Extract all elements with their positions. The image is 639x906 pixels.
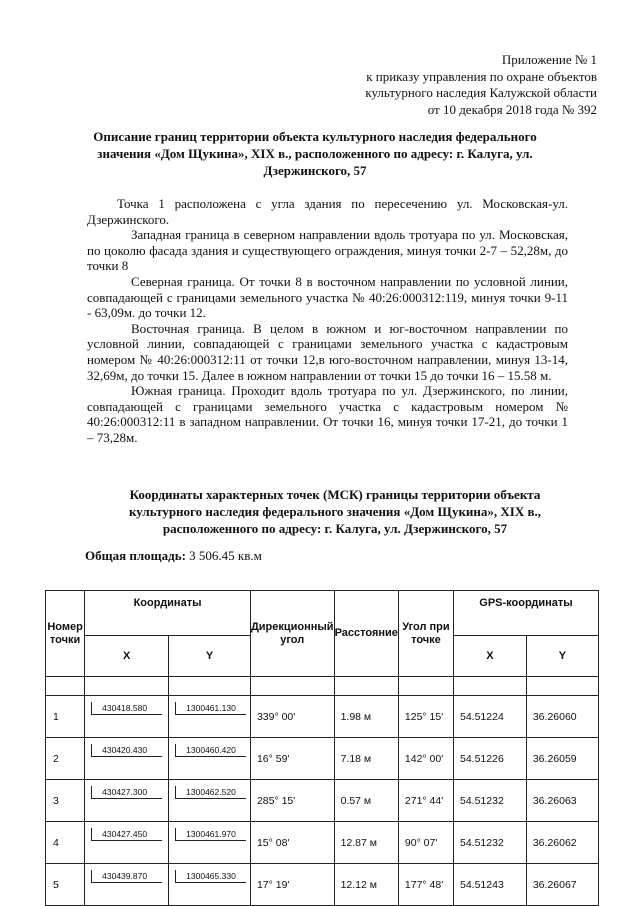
annex-line-1: Приложение № 1 xyxy=(501,52,597,67)
coordinates-title: Координаты характерных точек (МСК) границы территории объекта культурного наследия федерального значения «Дом Щукина», XIX в., расположенного по адресу: г. Калуга, ул. Дзержинского, 57 xyxy=(128,487,542,536)
row-number: 4 xyxy=(46,822,85,864)
coordinates-table xyxy=(45,590,599,906)
y-value: 1300462.520 xyxy=(175,786,246,799)
y-value: 1300461.130 xyxy=(175,702,246,715)
x-cell xyxy=(85,780,169,822)
table-spacer-row xyxy=(46,677,599,696)
header-direction-angle: Дирекционный угол xyxy=(250,591,334,677)
table-row xyxy=(46,696,599,738)
y-value: 1300461.970 xyxy=(175,828,246,841)
annex-line-2: к приказу управления по охране объектов xyxy=(366,68,597,84)
table-row xyxy=(46,864,599,906)
distance: 7.18 м xyxy=(334,738,398,780)
y-cell xyxy=(169,822,251,864)
x-value: 430418.580 xyxy=(91,702,162,715)
y-value: 1300460.420 xyxy=(175,744,246,757)
gps-x: 54.51232 xyxy=(453,780,526,822)
boundary-description xyxy=(87,196,568,446)
gps-x: 54.51243 xyxy=(453,864,526,906)
header-y: Y xyxy=(169,636,251,677)
gps-y: 36.26060 xyxy=(526,696,598,738)
direction-angle: 339° 00' xyxy=(250,696,334,738)
x-cell xyxy=(85,738,169,780)
paragraph-north-boundary: Северная граница. От точки 8 в восточном направлении по условной линии, совпадающей с границами земельного участка № 40:26:000312:119, минуя точки 9-11 - 63,09м. до точки 12. xyxy=(87,273,568,321)
row-number: 3 xyxy=(46,780,85,822)
x-cell xyxy=(85,864,169,906)
header-point-number: Номер точки xyxy=(46,591,85,677)
spacer-cell xyxy=(250,677,334,696)
paragraph-south-boundary: Южная граница. Проходит вдоль тротуара по ул. Дзержинского, по линии, совпадающей с границами земельного участка с кадастровым номером № 40:26:000312:11 в западном направлении. От точки 16, минуя точки 17-21, до точки 1 – 73,28м. xyxy=(87,383,568,445)
y-cell xyxy=(169,780,251,822)
x-value: 430427.300 xyxy=(91,786,162,799)
spacer-cell xyxy=(334,677,398,696)
spacer-cell xyxy=(526,677,598,696)
header-angle-at-point: Угол при точке xyxy=(398,591,453,677)
row-number: 5 xyxy=(46,864,85,906)
angle-at-point: 142° 00' xyxy=(398,738,453,780)
y-cell xyxy=(169,696,251,738)
total-area-value: 3 506.45 кв.м xyxy=(189,548,262,563)
distance: 12.12 м xyxy=(334,864,398,906)
gps-y: 36.26063 xyxy=(526,780,598,822)
gps-y: 36.26067 xyxy=(526,864,598,906)
annex-header xyxy=(365,52,597,118)
table-row xyxy=(46,780,599,822)
table-header-row xyxy=(46,591,599,636)
distance: 0.57 м xyxy=(334,780,398,822)
angle-at-point: 90° 07' xyxy=(398,822,453,864)
paragraph-point-1: Точка 1 расположена с угла здания по пересечению ул. Московская-ул. Дзержинского. xyxy=(87,196,568,227)
row-number: 2 xyxy=(46,738,85,780)
header-gps-x: X xyxy=(453,636,526,677)
x-cell xyxy=(85,696,169,738)
spacer-cell xyxy=(46,677,85,696)
total-area-label: Общая площадь: xyxy=(85,548,186,563)
angle-at-point: 177° 48' xyxy=(398,864,453,906)
x-value: 430420.430 xyxy=(91,744,162,757)
header-coordinates: Координаты xyxy=(85,591,251,636)
y-value: 1300465.330 xyxy=(175,870,246,883)
x-value: 430427.450 xyxy=(91,828,162,841)
spacer-cell xyxy=(169,677,251,696)
row-number: 1 xyxy=(46,696,85,738)
gps-x: 54.51232 xyxy=(453,822,526,864)
direction-angle: 285° 15' xyxy=(250,780,334,822)
distance: 1.98 м xyxy=(334,696,398,738)
header-gps: GPS-координаты xyxy=(453,591,598,636)
spacer-cell xyxy=(85,677,169,696)
paragraph-west-boundary: Западная граница в северном направлении вдоль тротуара по ул. Московская, по цоколю фасада здания и существующего ограждения, минуя точки 2-7 – 52,28м, до точки 8 xyxy=(87,227,568,274)
direction-angle: 15° 08' xyxy=(250,822,334,864)
paragraph-east-boundary: Восточная граница. В целом в южном и юг-восточном направлении по условной линии, совпадающей с границами земельного участка с кадастровым номером № 40:26:000312:11 от точки 12,в юго-восточном направлении, минуя 13-14, 32,69м, до точки 15. Далее в южном направлении от точки 15 до точки 16 – 15.58 м. xyxy=(87,320,568,383)
y-cell xyxy=(169,864,251,906)
spacer-cell xyxy=(453,677,526,696)
annex-line-4: от 10 декабря 2018 года № 392 xyxy=(427,101,597,117)
gps-y: 36.26062 xyxy=(526,822,598,864)
total-area xyxy=(85,548,262,564)
x-value: 430439.870 xyxy=(91,870,162,883)
table-row xyxy=(46,822,599,864)
table-row xyxy=(46,738,599,780)
direction-angle: 16° 59' xyxy=(250,738,334,780)
description-title: Описание границ территории объекта культурного наследия федерального значения «Дом Щукина», XIX в., расположенного по адресу: г. Калуга, ул. Дзержинского, 57 xyxy=(93,129,537,178)
header-x: X xyxy=(85,636,169,677)
direction-angle: 17° 19' xyxy=(250,864,334,906)
header-distance: Расстояние xyxy=(334,591,398,677)
gps-y: 36.26059 xyxy=(526,738,598,780)
distance: 12.87 м xyxy=(334,822,398,864)
spacer-cell xyxy=(398,677,453,696)
y-cell xyxy=(169,738,251,780)
annex-line-3: культурного наследия Калужской области xyxy=(365,85,597,100)
angle-at-point: 125° 15' xyxy=(398,696,453,738)
angle-at-point: 271° 44' xyxy=(398,780,453,822)
x-cell xyxy=(85,822,169,864)
header-gps-y: Y xyxy=(526,636,598,677)
gps-x: 54.51226 xyxy=(453,738,526,780)
gps-x: 54.51224 xyxy=(453,696,526,738)
